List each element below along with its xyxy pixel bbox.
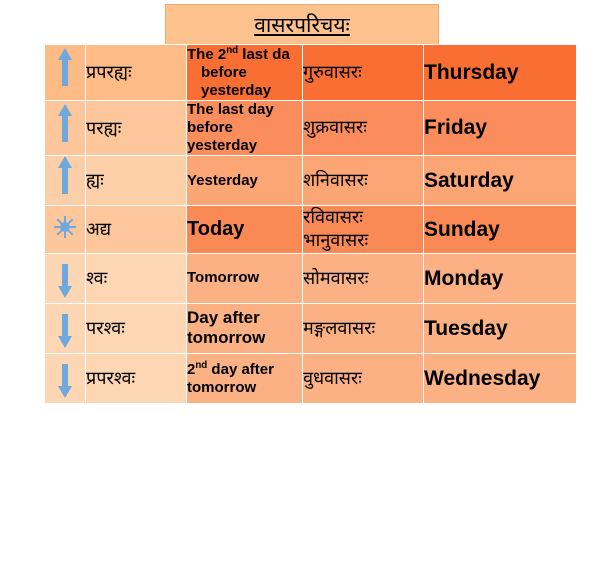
direction-cell bbox=[45, 253, 86, 303]
sanskrit-relative-cell bbox=[86, 156, 187, 206]
english-relative-pre: The last day bbox=[187, 101, 274, 118]
english-relative-cell bbox=[187, 45, 303, 101]
english-relative-text bbox=[187, 360, 302, 397]
english-relative-mid: last da bbox=[238, 46, 290, 63]
sanskrit-relative-text: प्रपरह्यः bbox=[86, 62, 132, 83]
direction-cell bbox=[45, 206, 86, 254]
english-relative-cell bbox=[187, 253, 303, 303]
sanskrit-weekday-text: वुधवासरः bbox=[303, 367, 362, 388]
direction-cell bbox=[45, 101, 86, 156]
english-weekday-text: Sunday bbox=[424, 217, 500, 241]
sanskrit-weekday-cell bbox=[303, 253, 424, 303]
english-relative-pre: The 2 bbox=[187, 46, 227, 63]
english-weekday-cell bbox=[424, 353, 577, 403]
sanskrit-weekday-text: मङ्गलवासरः bbox=[303, 317, 376, 338]
english-weekday-text: Monday bbox=[424, 266, 504, 290]
english-weekday-cell bbox=[424, 45, 577, 101]
arrow-down-icon bbox=[58, 254, 72, 298]
english-relative-text: Today bbox=[187, 218, 245, 241]
weekday-table bbox=[44, 44, 577, 404]
arrow-down-icon bbox=[58, 354, 72, 398]
arrow-down-icon bbox=[58, 304, 72, 348]
sanskrit-relative-text: प्रपरश्वः bbox=[86, 368, 136, 389]
direction-cell bbox=[45, 353, 86, 403]
sanskrit-relative-text: परश्वः bbox=[86, 318, 125, 339]
page-title: वासरपरिचयः bbox=[254, 13, 350, 37]
sanskrit-weekday-cell bbox=[303, 206, 424, 254]
english-relative-text: Day after tomorrow bbox=[187, 307, 266, 348]
sun-icon bbox=[54, 216, 76, 238]
sanskrit-weekday-text: सोमवासरः bbox=[303, 267, 369, 288]
english-relative-cell bbox=[187, 206, 303, 254]
english-weekday-text: Thursday bbox=[424, 60, 519, 84]
arrow-up-icon bbox=[58, 48, 72, 92]
sanskrit-relative-cell bbox=[86, 101, 187, 156]
sanskrit-relative-text: अद्य bbox=[86, 219, 112, 240]
english-relative-cell bbox=[187, 156, 303, 206]
english-relative-text bbox=[187, 45, 302, 100]
table-row bbox=[45, 353, 577, 403]
sanskrit-relative-cell bbox=[86, 206, 187, 254]
english-relative-post: before yesterday bbox=[187, 119, 258, 154]
english-weekday-cell bbox=[424, 101, 577, 156]
sanskrit-weekday-text: शनिवासरः bbox=[303, 169, 368, 190]
english-relative-post: before yesterday bbox=[201, 64, 272, 99]
sanskrit-relative-cell bbox=[86, 45, 187, 101]
english-weekday-cell bbox=[424, 206, 577, 254]
english-relative-cell bbox=[187, 101, 303, 156]
title-box bbox=[165, 4, 439, 46]
english-weekday-text: Tuesday bbox=[424, 316, 508, 340]
direction-cell bbox=[45, 303, 86, 353]
table-row bbox=[45, 303, 577, 353]
table-row bbox=[45, 45, 577, 101]
english-relative-cell bbox=[187, 303, 303, 353]
english-relative-cell bbox=[187, 353, 303, 403]
english-weekday-cell bbox=[424, 253, 577, 303]
table-row bbox=[45, 206, 577, 254]
table-row bbox=[45, 101, 577, 156]
english-relative-text: Yesterday bbox=[187, 171, 258, 189]
sanskrit-relative-cell bbox=[86, 353, 187, 403]
english-weekday-text: Wednesday bbox=[424, 366, 541, 390]
sanskrit-relative-cell bbox=[86, 303, 187, 353]
direction-cell bbox=[45, 45, 86, 101]
english-relative-text: Tomorrow bbox=[187, 269, 260, 287]
english-weekday-text: Friday bbox=[424, 116, 488, 140]
table-row bbox=[45, 253, 577, 303]
english-weekday-cell bbox=[424, 156, 577, 206]
sanskrit-relative-text: ह्यः bbox=[86, 170, 104, 191]
sanskrit-weekday-text: गुरुवासरः bbox=[303, 61, 362, 82]
sanskrit-relative-text: श्वः bbox=[86, 268, 108, 289]
sanskrit-weekday-cell bbox=[303, 101, 424, 156]
sanskrit-weekday-cell bbox=[303, 45, 424, 101]
english-relative-post: tomorrow bbox=[187, 378, 257, 396]
sanskrit-weekday-cell bbox=[303, 156, 424, 206]
english-relative-text bbox=[187, 101, 302, 155]
arrow-up-icon bbox=[58, 104, 72, 148]
english-relative-mid: day after bbox=[207, 360, 274, 378]
sanskrit-weekday-cell bbox=[303, 353, 424, 403]
table-body bbox=[45, 45, 577, 404]
english-weekday-cell bbox=[424, 303, 577, 353]
english-relative-sup: nd bbox=[226, 45, 239, 56]
sanskrit-weekday-text: शुक्रवासरः bbox=[303, 117, 367, 138]
sanskrit-weekday-text: रविवासरः bbox=[303, 207, 363, 227]
table-row bbox=[45, 156, 577, 206]
sanskrit-weekday-cell bbox=[303, 303, 424, 353]
sanskrit-relative-cell bbox=[86, 253, 187, 303]
sanskrit-weekday-text-alt: भानुवासरः bbox=[303, 230, 369, 251]
direction-cell bbox=[45, 156, 86, 206]
english-relative-pre: 2 bbox=[187, 360, 196, 378]
sanskrit-relative-text: परह्यः bbox=[86, 117, 122, 138]
english-relative-sup: nd bbox=[195, 359, 208, 371]
arrow-up-icon bbox=[58, 156, 72, 200]
english-weekday-text: Saturday bbox=[424, 168, 514, 192]
